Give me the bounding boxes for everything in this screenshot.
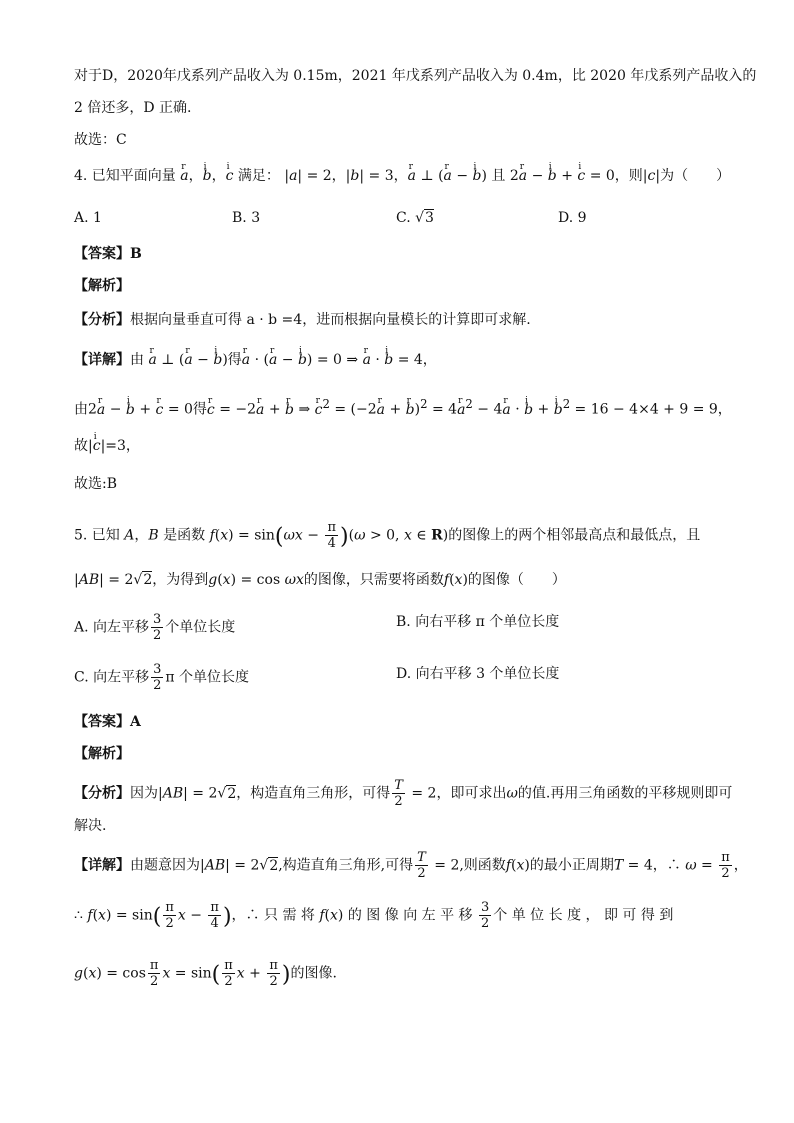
answer-label: 【答案】A xyxy=(74,714,141,730)
detail-line: g(x) = cos $\frac{\pi}{2}$ x = sin( $\frac{\pi}{2}$ x + $\frac{\pi}{2}$ )的图像. xyxy=(74,958,337,989)
option-a: A. 向左平移 $\frac{3}{2}$ 个单位长度 xyxy=(74,612,236,643)
question-4-text: 满足： xyxy=(237,168,280,184)
select-line: 故选:B xyxy=(74,476,118,492)
detail-line: ∴ f(x) = sin( $\frac{\pi}{2}$ x − $\frac{\pi}{4}$ )，∴ 只 需 将 f(x) 的 图 像 向 左 平 移 $\frac{3}{2}$ 个 单 位 长 度 ， 即 可 得 到 xyxy=(74,900,674,931)
question-4-text: ，则 xyxy=(614,168,643,184)
detail-line: 【详解】由 r a ⊥ (r a − i b)得r a · (r a − i b) = 0 ⇒ r a · i b = 4， xyxy=(74,350,724,370)
question-4-text: 为（ ） xyxy=(660,168,731,184)
analysis-text: 解决. xyxy=(74,818,107,834)
text-line: 2 倍还多，D 正确. xyxy=(74,100,192,116)
analysis-text: 【分析】因为|AB| = 2√2，构造直角三角形，可得 $\frac{T}{2}$ = 2，即可求出ω的值.再用三角函数的平移规则即可 xyxy=(74,778,733,809)
question-5: 5. 已知 A，B 是函数 f(x) = sin(ωx − $\frac{\pi}{4}$ )(ω > 0, x ∈ R)的图像上的两个相邻最高点和最低点，且 xyxy=(74,520,701,551)
math-vector-a: r a xyxy=(180,166,188,186)
option-a: A. 1 xyxy=(74,210,102,226)
math-abs-c: |c| xyxy=(642,168,661,184)
question-5-cont: |AB| = 2√2，为得到g(x) = cos ωx的图像，只需要将函数f(x)的图像（ ） xyxy=(74,572,566,588)
option-c: C. √3 xyxy=(396,210,434,226)
math-vector-b: i b xyxy=(203,166,212,186)
answer-label: 【答案】B xyxy=(74,246,142,262)
analysis-text: 【分析】根据向量垂直可得 a · b =4，进而根据向量模长的计算即可求解. xyxy=(74,312,531,328)
option-d: D. 向右平移 3 个单位长度 xyxy=(396,666,560,682)
option-d: D. 9 xyxy=(558,210,587,226)
option-c: C. 向左平移 $\frac{3}{2}$ π 个单位长度 xyxy=(74,662,250,693)
analysis-heading: 【解析】 xyxy=(74,746,130,762)
text-line: 故选：C xyxy=(74,132,127,148)
detail-line: 【详解】由题意因为|AB| = 2√2,构造直角三角形,可得 $\frac{T}{2}$ = 2,则函数f(x)的最小正周期T = 4，∴ ω = $\frac{\pi}{2}$ ， xyxy=(74,850,748,881)
question-4-prefix: 4. 已知平面向量 xyxy=(74,168,176,184)
analysis-heading: 【解析】 xyxy=(74,278,130,294)
option-b: B. 向右平移 π 个单位长度 xyxy=(396,614,560,630)
math-condition: 2r a − i b + i c = 0 xyxy=(510,168,615,184)
option-b: B. 3 xyxy=(232,210,261,226)
detail-line: 由2r a − i b + r c = 0得r c = −2r a + r b ⇒ r $c^2 = (-2r$ a + r b)$^2$ = 4r $a^2 - 4r$ a · i b + i $b^2 = 16 - 4\times 4 + 9 = 9$， xyxy=(74,394,724,420)
detail-line: 故|i c|=3， xyxy=(74,436,724,456)
math-vector-c: i c xyxy=(226,166,234,186)
question-4-text: 且 xyxy=(491,168,506,184)
math-condition: |a| = 2，|b| = 3，r a ⊥ (r a − i b) xyxy=(284,168,487,184)
question-4: 4. 已知平面向量 r a，i b，i c 满足： |a| = 2，|b| = 3，r a ⊥ (r a − i b) 且 2r a − i b + i c = 0，则|c|为（ ） xyxy=(74,166,724,186)
text-line: 对于D，2020年戊系列产品收入为 0.15m，2021 年戊系列产品收入为 0.4m，比 2020 年戊系列产品收入的 xyxy=(74,68,757,84)
